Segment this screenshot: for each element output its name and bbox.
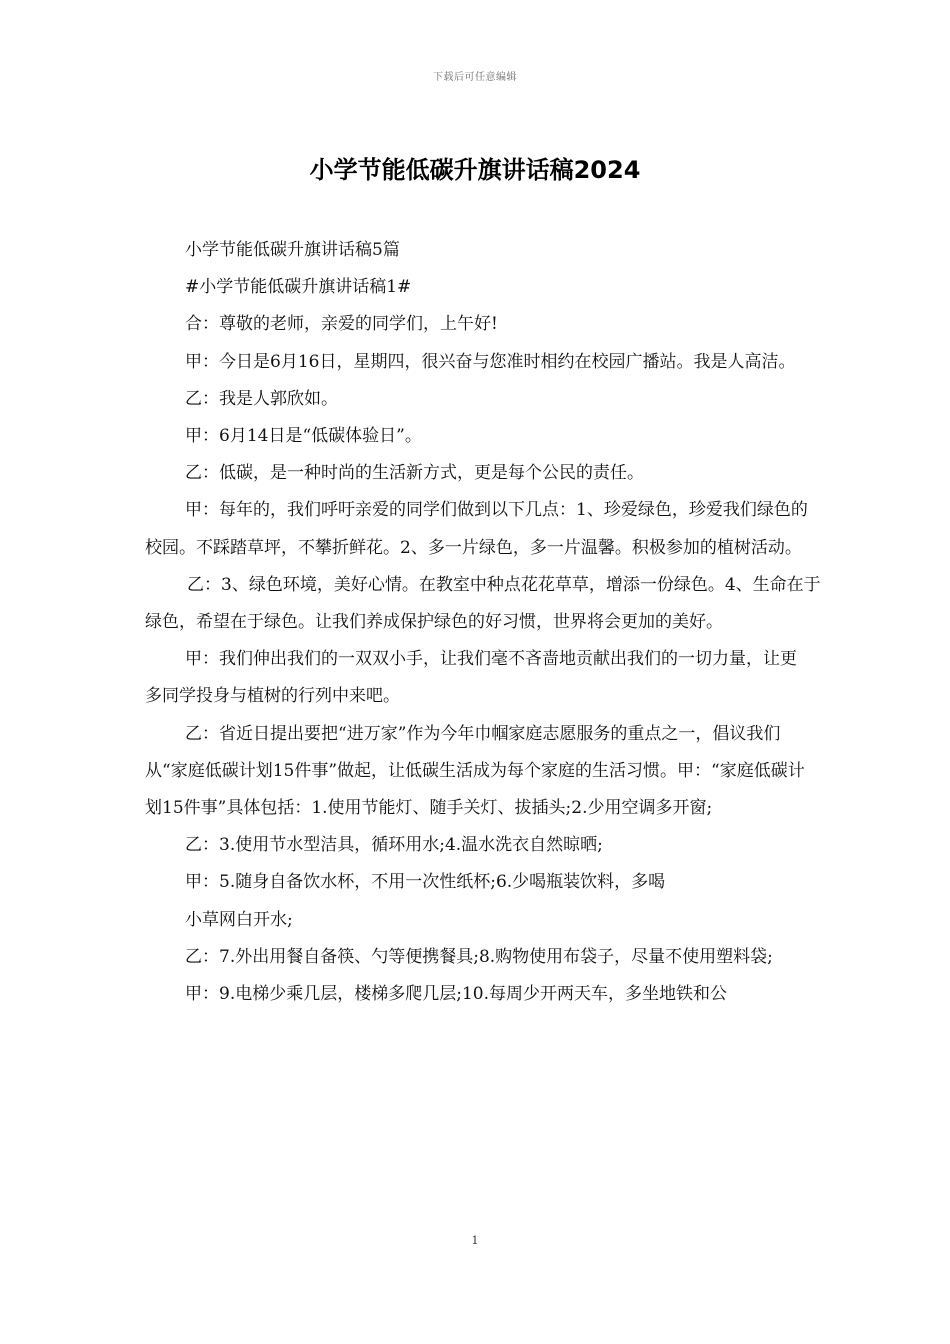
paragraph: #小学节能低碳升旗讲话稿1# [185,277,412,298]
paragraph: 甲：9.电梯少乘几层，楼梯多爬几层;10.每周少开两天车，多坐地铁和公 [185,984,727,1005]
paragraph: 乙：7.外出用餐自备筷、勺等便携餐具;8.购物使用布袋子，尽量不使用塑料袋; [185,946,773,967]
document-body [145,232,821,1013]
paragraph: 甲：5.随身自备饮水杯，不用一次性纸杯;6.少喝瓶装饮料，多喝 [185,872,666,893]
paragraph: 乙：3.使用节水型洁具，循环用水;4.温水洗衣自然晾晒; [185,835,603,856]
paragraph: 合：尊敬的老师，亲爱的同学们，上午好! [185,314,498,335]
paragraph: 乙：省近日提出要把“进万家”作为今年巾帼家庭志愿服务的重点之一，倡议我们从“家庭低碳计划15件事”做起，让低碳生活成为每个家庭的生活习惯。甲：“家庭低碳计划15件事”具体包括：1.使用节能灯、随手关灯、拔插头;2.少用空调多开窗; [145,723,805,819]
paragraph: 乙：3、绿色环境，美好心情。在教室中种点花花草草，增添一份绿色。4、生命在于绿色，希望在于绿色。让我们养成保护绿色的好习惯，世界将会更加的美好。 [145,574,821,633]
paragraph: 甲：今日是6月16日，星期四，很兴奋与您准时相约在校园广播站。我是人高洁。 [185,351,796,372]
paragraph: 甲：6月14日是“低碳体验日”。 [185,426,422,447]
paragraph: 乙：我是人郭欣如。 [185,388,338,409]
paragraph: 小学节能低碳升旗讲话稿5篇 [185,240,400,260]
header-note: 下载后可任意编辑 [433,72,517,83]
paragraph: 甲：我们伸出我们的一双双小手，让我们毫不吝啬地贡献出我们的一切力量，让更多同学投身与植树的行列中来吧。 [145,649,797,707]
paragraph: 乙：低碳，是一种时尚的生活新方式，更是每个公民的责任。 [185,463,644,484]
paragraph: 甲：每年的，我们呼吁亲爱的同学们做到以下几点：1、珍爱绿色，珍爱我们绿色的校园。不踩踏草坪，不攀折鲜花。2、多一片绿色，多一片温馨。积极参加的植树活动。 [145,500,808,558]
page-number: 1 [471,1234,479,1247]
document-title: 小学节能低碳升旗讲话稿2024 [309,156,641,184]
paragraph: 小草网白开水; [185,909,293,930]
